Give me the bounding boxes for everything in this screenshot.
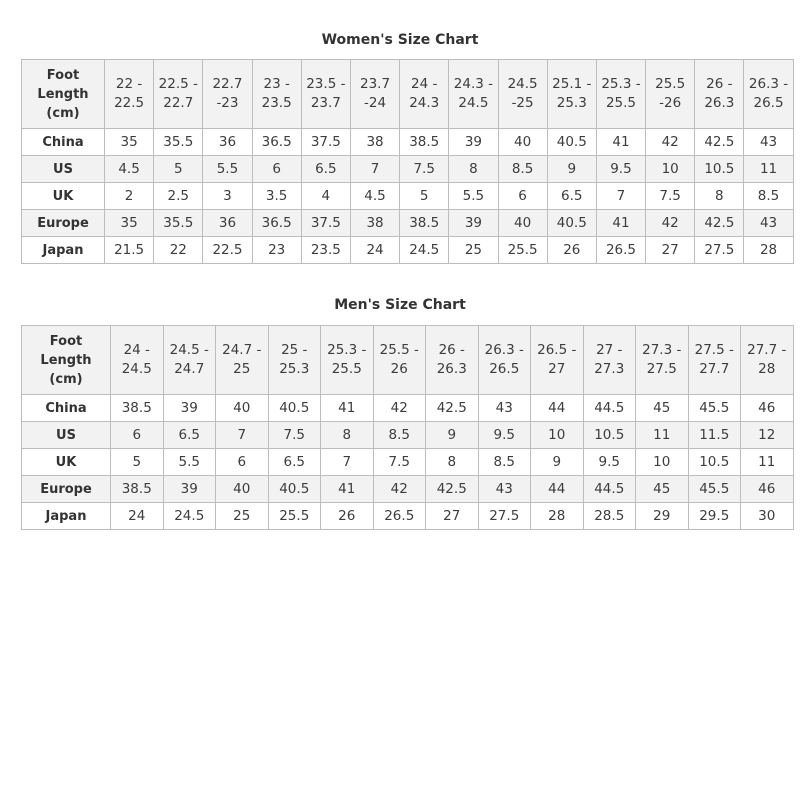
table-row [22, 156, 794, 183]
size-value-cell: 42 [373, 395, 426, 422]
size-value-cell: 8 [449, 156, 498, 183]
foot-length-cell: 25.5 - 26 [373, 326, 426, 395]
foot-length-cell: 26 - 26.3 [695, 60, 744, 129]
size-value-cell: 27.5 [695, 237, 744, 264]
size-value-cell: 22.5 [203, 237, 252, 264]
size-value-cell: 25.5 [268, 503, 321, 530]
size-value-cell: 8 [426, 449, 479, 476]
size-value-cell: 45.5 [688, 395, 741, 422]
size-value-cell: 5.5 [449, 183, 498, 210]
size-value-cell: 9.5 [596, 156, 645, 183]
size-value-cell: 25 [216, 503, 269, 530]
size-value-cell: 39 [163, 476, 216, 503]
size-value-cell: 36.5 [252, 129, 301, 156]
foot-length-cell: 23.7 -24 [350, 60, 399, 129]
size-value-cell: 6.5 [547, 183, 596, 210]
size-value-cell: 11 [636, 422, 689, 449]
size-value-cell: 35 [105, 210, 154, 237]
size-value-cell: 6.5 [163, 422, 216, 449]
foot-length-header: Foot Length (cm) [22, 60, 105, 129]
size-value-cell: 10 [531, 422, 584, 449]
size-value-cell: 8.5 [744, 183, 793, 210]
foot-length-cell: 27.3 - 27.5 [636, 326, 689, 395]
size-value-cell: 7 [596, 183, 645, 210]
size-value-cell: 23.5 [301, 237, 350, 264]
size-value-cell: 35 [105, 129, 154, 156]
foot-length-cell: 22 - 22.5 [105, 60, 154, 129]
size-value-cell: 43 [744, 129, 793, 156]
size-value-cell: 23 [252, 237, 301, 264]
size-value-cell: 38.5 [400, 129, 449, 156]
size-value-cell: 35.5 [154, 129, 203, 156]
size-value-cell: 44 [531, 395, 584, 422]
size-system-label: UK [22, 449, 111, 476]
womens-size-chart-title: Women's Size Chart [321, 32, 479, 48]
size-system-label: Japan [22, 237, 105, 264]
mens-size-table-body [22, 326, 794, 530]
size-value-cell: 45 [636, 395, 689, 422]
foot-length-cell: 26.5 - 27 [531, 326, 584, 395]
size-value-cell: 30 [741, 503, 794, 530]
size-value-cell: 42.5 [426, 395, 479, 422]
size-value-cell: 7.5 [373, 449, 426, 476]
size-value-cell: 27 [646, 237, 695, 264]
size-value-cell: 5.5 [163, 449, 216, 476]
womens-size-table [21, 59, 794, 264]
foot-length-header: Foot Length (cm) [22, 326, 111, 395]
size-value-cell: 6.5 [268, 449, 321, 476]
foot-length-cell: 27 - 27.3 [583, 326, 636, 395]
size-value-cell: 11 [741, 449, 794, 476]
size-value-cell: 45.5 [688, 476, 741, 503]
table-row [22, 422, 794, 449]
size-system-label: US [22, 156, 105, 183]
size-value-cell: 38.5 [111, 395, 164, 422]
size-value-cell: 3 [203, 183, 252, 210]
table-row [22, 476, 794, 503]
size-value-cell: 41 [321, 476, 374, 503]
womens-size-table-body [22, 60, 794, 264]
size-value-cell: 7.5 [268, 422, 321, 449]
size-value-cell: 10.5 [583, 422, 636, 449]
size-system-label: Europe [22, 210, 105, 237]
size-value-cell: 39 [163, 395, 216, 422]
foot-length-cell: 26 - 26.3 [426, 326, 479, 395]
size-value-cell: 40.5 [547, 210, 596, 237]
foot-length-cell: 24.3 - 24.5 [449, 60, 498, 129]
size-value-cell: 40.5 [268, 395, 321, 422]
size-value-cell: 5 [154, 156, 203, 183]
foot-length-cell: 23.5 - 23.7 [301, 60, 350, 129]
size-value-cell: 28 [744, 237, 793, 264]
size-value-cell: 8 [321, 422, 374, 449]
size-value-cell: 6 [216, 449, 269, 476]
size-value-cell: 24.5 [400, 237, 449, 264]
size-value-cell: 40 [498, 129, 547, 156]
mens-size-chart-title: Men's Size Chart [334, 297, 466, 313]
size-value-cell: 9 [426, 422, 479, 449]
size-value-cell: 7.5 [400, 156, 449, 183]
size-value-cell: 42 [646, 210, 695, 237]
size-value-cell: 6 [111, 422, 164, 449]
size-value-cell: 21.5 [105, 237, 154, 264]
size-value-cell: 44.5 [583, 395, 636, 422]
table-row [22, 210, 794, 237]
size-value-cell: 26.5 [596, 237, 645, 264]
size-value-cell: 27.5 [478, 503, 531, 530]
size-value-cell: 9.5 [478, 422, 531, 449]
size-value-cell: 45 [636, 476, 689, 503]
table-row [22, 395, 794, 422]
size-value-cell: 6.5 [301, 156, 350, 183]
foot-length-cell: 24 - 24.3 [400, 60, 449, 129]
size-value-cell: 8.5 [373, 422, 426, 449]
size-value-cell: 46 [741, 395, 794, 422]
size-value-cell: 46 [741, 476, 794, 503]
size-value-cell: 7 [350, 156, 399, 183]
size-value-cell: 7 [216, 422, 269, 449]
size-system-label: China [22, 129, 105, 156]
foot-length-cell: 25.3 - 25.5 [596, 60, 645, 129]
foot-length-cell: 24.7 - 25 [216, 326, 269, 395]
size-value-cell: 38 [350, 210, 399, 237]
size-value-cell: 26 [321, 503, 374, 530]
size-value-cell: 42.5 [695, 210, 744, 237]
size-value-cell: 8.5 [498, 156, 547, 183]
size-value-cell: 40 [216, 476, 269, 503]
foot-length-cell: 22.5 - 22.7 [154, 60, 203, 129]
foot-length-cell: 27.7 - 28 [741, 326, 794, 395]
size-value-cell: 40.5 [547, 129, 596, 156]
size-value-cell: 37.5 [301, 129, 350, 156]
size-value-cell: 6 [252, 156, 301, 183]
size-value-cell: 43 [478, 395, 531, 422]
size-value-cell: 40 [498, 210, 547, 237]
table-row [22, 237, 794, 264]
foot-length-cell: 24.5 -25 [498, 60, 547, 129]
foot-length-cell: 25.3 - 25.5 [321, 326, 374, 395]
size-value-cell: 26 [547, 237, 596, 264]
size-value-cell: 36 [203, 129, 252, 156]
mens-size-table [21, 325, 794, 530]
size-value-cell: 8.5 [478, 449, 531, 476]
foot-length-cell: 22.7 -23 [203, 60, 252, 129]
size-value-cell: 2 [105, 183, 154, 210]
size-value-cell: 44 [531, 476, 584, 503]
size-value-cell: 9 [547, 156, 596, 183]
size-value-cell: 43 [744, 210, 793, 237]
size-value-cell: 25 [449, 237, 498, 264]
foot-length-row [22, 60, 794, 129]
size-value-cell: 43 [478, 476, 531, 503]
size-value-cell: 38.5 [400, 210, 449, 237]
size-value-cell: 5 [400, 183, 449, 210]
size-value-cell: 22 [154, 237, 203, 264]
table-row [22, 129, 794, 156]
size-value-cell: 24.5 [163, 503, 216, 530]
size-value-cell: 36.5 [252, 210, 301, 237]
size-value-cell: 9 [531, 449, 584, 476]
size-value-cell: 42.5 [695, 129, 744, 156]
size-value-cell: 10 [646, 156, 695, 183]
size-value-cell: 42.5 [426, 476, 479, 503]
size-value-cell: 38 [350, 129, 399, 156]
size-value-cell: 38.5 [111, 476, 164, 503]
size-value-cell: 27 [426, 503, 479, 530]
size-value-cell: 28 [531, 503, 584, 530]
size-value-cell: 41 [321, 395, 374, 422]
size-value-cell: 5 [111, 449, 164, 476]
size-value-cell: 10.5 [688, 449, 741, 476]
size-value-cell: 29.5 [688, 503, 741, 530]
size-value-cell: 12 [741, 422, 794, 449]
size-system-label: US [22, 422, 111, 449]
size-value-cell: 26.5 [373, 503, 426, 530]
size-value-cell: 9.5 [583, 449, 636, 476]
foot-length-cell: 24 - 24.5 [111, 326, 164, 395]
size-value-cell: 10.5 [695, 156, 744, 183]
size-value-cell: 11 [744, 156, 793, 183]
foot-length-cell: 23 - 23.5 [252, 60, 301, 129]
size-value-cell: 25.5 [498, 237, 547, 264]
foot-length-cell: 25.5 -26 [646, 60, 695, 129]
foot-length-cell: 25 - 25.3 [268, 326, 321, 395]
size-system-label: Europe [22, 476, 111, 503]
size-value-cell: 8 [695, 183, 744, 210]
foot-length-cell: 24.5 - 24.7 [163, 326, 216, 395]
size-system-label: China [22, 395, 111, 422]
foot-length-cell: 25.1 - 25.3 [547, 60, 596, 129]
size-value-cell: 39 [449, 210, 498, 237]
size-value-cell: 41 [596, 129, 645, 156]
size-value-cell: 42 [646, 129, 695, 156]
size-system-label: UK [22, 183, 105, 210]
size-value-cell: 24 [350, 237, 399, 264]
table-row [22, 449, 794, 476]
table-row [22, 503, 794, 530]
size-value-cell: 42 [373, 476, 426, 503]
size-value-cell: 4 [301, 183, 350, 210]
size-value-cell: 6 [498, 183, 547, 210]
foot-length-cell: 26.3 - 26.5 [744, 60, 793, 129]
size-value-cell: 40.5 [268, 476, 321, 503]
size-value-cell: 37.5 [301, 210, 350, 237]
size-value-cell: 7.5 [646, 183, 695, 210]
size-value-cell: 28.5 [583, 503, 636, 530]
foot-length-cell: 27.5 - 27.7 [688, 326, 741, 395]
table-row [22, 183, 794, 210]
size-system-label: Japan [22, 503, 111, 530]
size-value-cell: 4.5 [105, 156, 154, 183]
size-value-cell: 2.5 [154, 183, 203, 210]
size-value-cell: 10 [636, 449, 689, 476]
size-value-cell: 24 [111, 503, 164, 530]
size-value-cell: 3.5 [252, 183, 301, 210]
size-value-cell: 7 [321, 449, 374, 476]
size-value-cell: 44.5 [583, 476, 636, 503]
size-value-cell: 4.5 [350, 183, 399, 210]
foot-length-cell: 26.3 - 26.5 [478, 326, 531, 395]
size-value-cell: 39 [449, 129, 498, 156]
size-value-cell: 40 [216, 395, 269, 422]
size-value-cell: 29 [636, 503, 689, 530]
size-value-cell: 41 [596, 210, 645, 237]
foot-length-row [22, 326, 794, 395]
size-value-cell: 36 [203, 210, 252, 237]
size-value-cell: 35.5 [154, 210, 203, 237]
size-value-cell: 11.5 [688, 422, 741, 449]
size-value-cell: 5.5 [203, 156, 252, 183]
